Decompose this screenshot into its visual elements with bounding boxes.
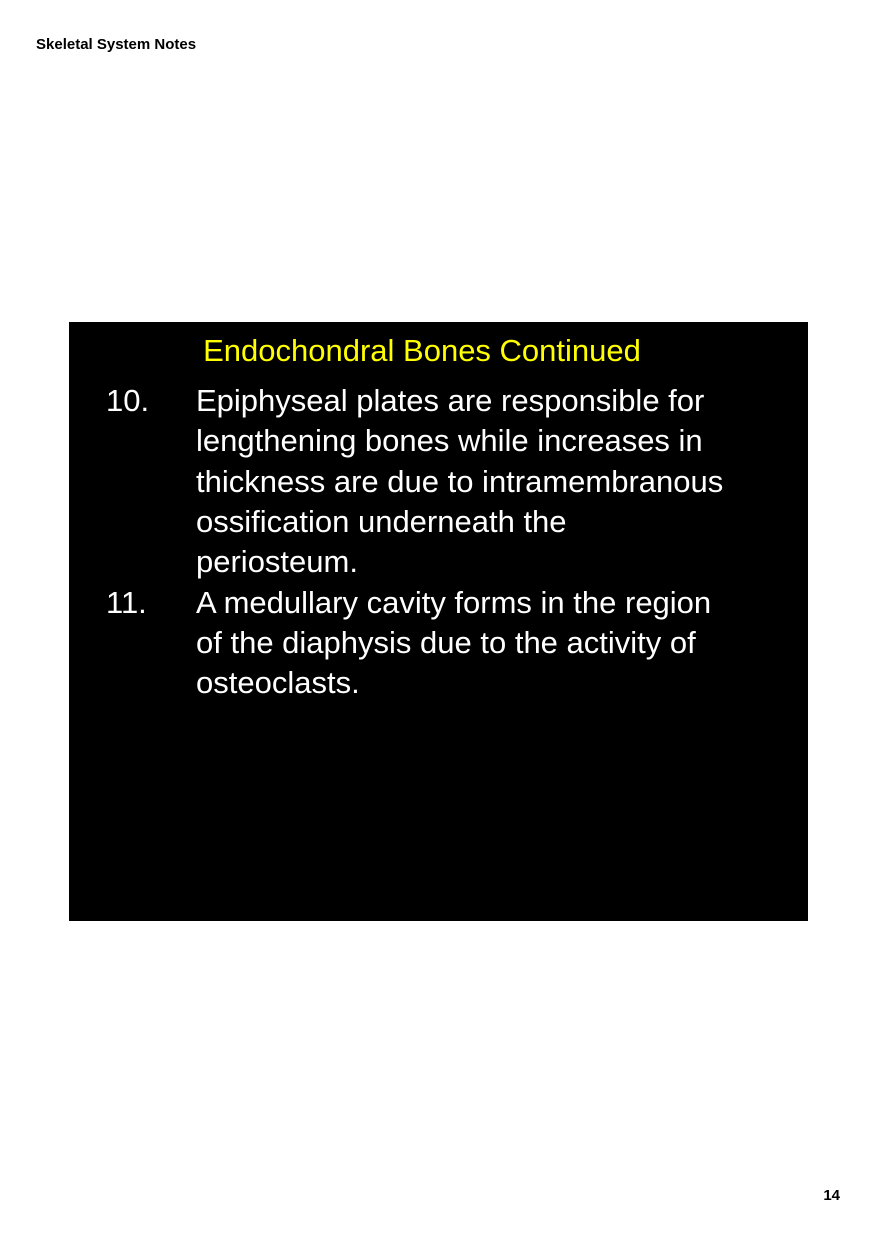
slide [69,322,808,921]
item-number: 11. [106,584,147,620]
slide-title: Endochondral Bones Continued [203,333,641,368]
document-header: Skeletal System Notes [36,36,197,53]
item-text-line: of the diaphysis due to the activity of [196,624,696,660]
item-text-line: thickness are due to intramembranous [196,463,724,499]
item-number: 10. [106,383,150,418]
item-text-line: osteoclasts. [196,665,360,701]
item-text-line: lengthening bones while increases in [196,423,703,459]
item-text-line: ossification underneath the [196,503,567,539]
page-number: 14 [823,1187,840,1204]
item-text-line: A medullary cavity forms in the region [196,584,712,620]
item-text-line: Epiphyseal plates are responsible for [196,383,705,418]
item-text-line: periosteum. [196,544,358,580]
